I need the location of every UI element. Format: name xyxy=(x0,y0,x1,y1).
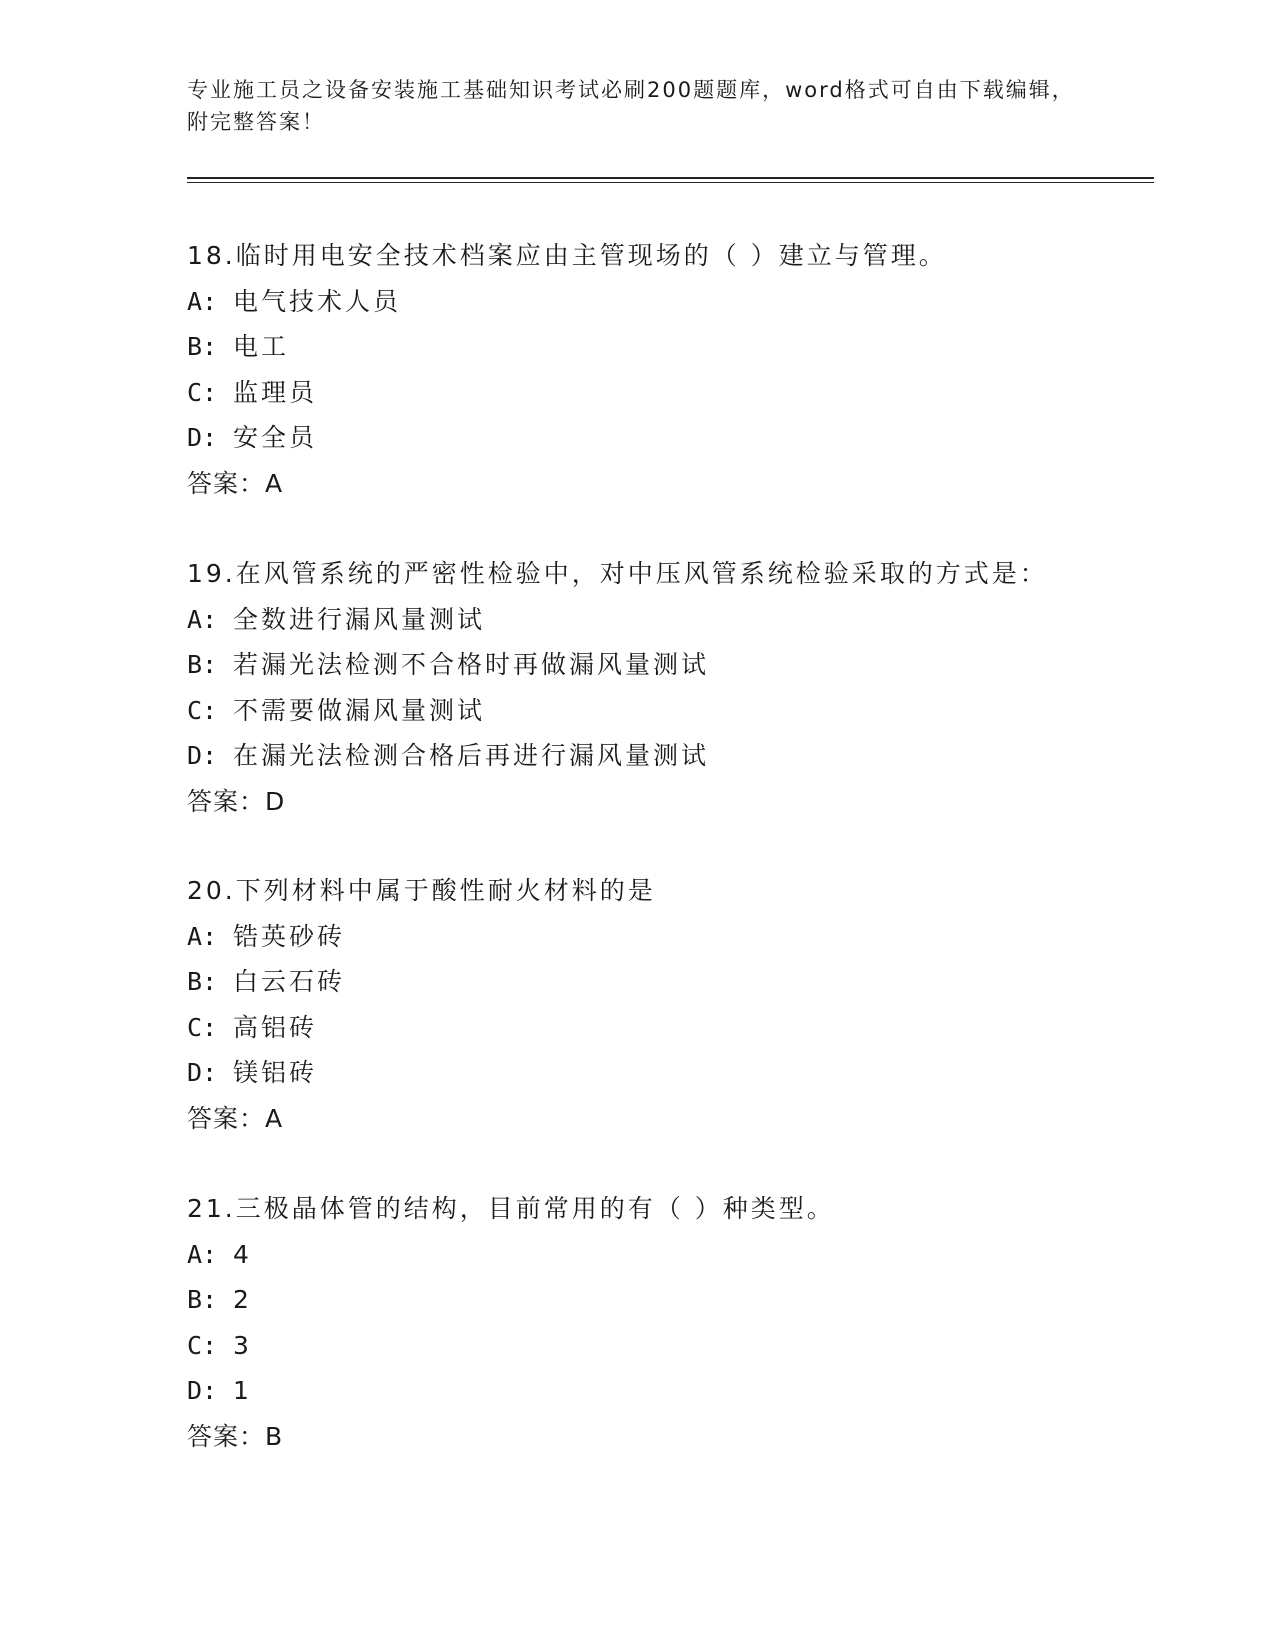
option-text: 镁铝砖 xyxy=(233,1058,318,1087)
question-21 xyxy=(187,1186,1187,1459)
option-c xyxy=(187,370,1187,416)
option-text: 1 xyxy=(233,1376,252,1405)
option-letter: B: xyxy=(187,650,218,679)
option-letter: D: xyxy=(187,1058,218,1087)
option-letter: B: xyxy=(187,332,218,361)
option-text: 在漏光法检测合格后再进行漏风量测试 xyxy=(233,741,710,770)
option-letter: A: xyxy=(187,286,218,316)
option-letter: C: xyxy=(187,1330,218,1360)
question-stem: 18.临时用电安全技术档案应由主管现场的（ ）建立与管理。 xyxy=(187,241,947,270)
answer-label: 答案：D xyxy=(187,786,286,816)
option-a xyxy=(187,279,1187,325)
option-text: 高铝砖 xyxy=(233,1012,318,1042)
option-text: 监理员 xyxy=(233,377,318,407)
option-letter: D: xyxy=(187,1376,218,1405)
option-letter: C: xyxy=(187,695,218,725)
option-text: 3 xyxy=(233,1330,252,1360)
option-b xyxy=(187,959,1187,1005)
option-text: 不需要做漏风量测试 xyxy=(233,695,486,725)
option-b xyxy=(187,324,1187,370)
question-18 xyxy=(187,233,1187,506)
answer-label: 答案：B xyxy=(187,1421,284,1451)
option-text: 4 xyxy=(233,1239,252,1269)
question-19 xyxy=(187,551,1187,824)
option-letter: A: xyxy=(187,604,218,634)
option-a xyxy=(187,1232,1187,1278)
option-text: 电气技术人员 xyxy=(233,286,402,316)
header-divider-secondary xyxy=(187,182,1154,183)
question-stem: 21.三极晶体管的结构，目前常用的有（ ）种类型。 xyxy=(187,1194,835,1223)
option-b xyxy=(187,642,1187,688)
option-text: 若漏光法检测不合格时再做漏风量测试 xyxy=(233,650,710,679)
document-header-title: 专业施工员之设备安装施工基础知识考试必刷200题题库，word格式可自由下载编辑，附完整答案！ xyxy=(187,78,1075,134)
option-b xyxy=(187,1277,1187,1323)
question-stem: 20.下列材料中属于酸性耐火材料的是 xyxy=(187,876,656,905)
option-text: 白云石砖 xyxy=(233,967,346,996)
option-text: 安全员 xyxy=(233,423,318,452)
option-a xyxy=(187,914,1187,960)
answer-label: 答案：A xyxy=(187,468,284,498)
option-c xyxy=(187,1323,1187,1369)
question-stem: 19.在风管系统的严密性检验中，对中压风管系统检验采取的方式是： xyxy=(187,559,1048,588)
option-text: 2 xyxy=(233,1285,252,1314)
option-d xyxy=(187,415,1187,461)
option-letter: A: xyxy=(187,1239,218,1269)
option-text: 全数进行漏风量测试 xyxy=(233,604,486,634)
option-d xyxy=(187,1368,1187,1414)
option-letter: B: xyxy=(187,1285,218,1314)
option-d xyxy=(187,733,1187,779)
option-letter: D: xyxy=(187,741,218,770)
option-c xyxy=(187,1005,1187,1051)
option-letter: A: xyxy=(187,921,218,951)
option-text: 锆英砂砖 xyxy=(233,921,346,951)
option-letter: C: xyxy=(187,377,218,407)
answer-label: 答案：A xyxy=(187,1103,284,1133)
option-d xyxy=(187,1050,1187,1096)
option-a xyxy=(187,597,1187,643)
question-20 xyxy=(187,868,1187,1141)
option-letter: B: xyxy=(187,967,218,996)
option-letter: D: xyxy=(187,423,218,452)
header-divider xyxy=(187,177,1154,179)
option-c xyxy=(187,688,1187,734)
option-letter: C: xyxy=(187,1012,218,1042)
option-text: 电工 xyxy=(233,332,290,361)
